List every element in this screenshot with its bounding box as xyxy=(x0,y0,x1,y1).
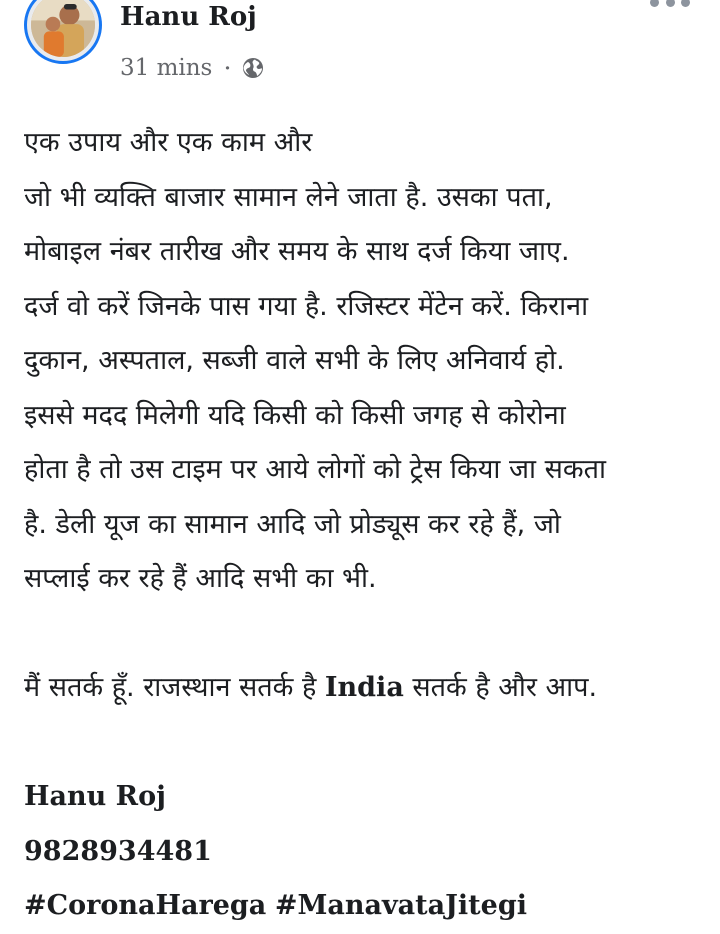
alert-text-hindi: मैं सतर्क हूँ. राजस्थान सतर्क है xyxy=(24,672,325,703)
signature-phone[interactable]: 9828934481 xyxy=(24,835,212,867)
hashtag-line xyxy=(24,879,704,934)
more-dot xyxy=(681,0,690,7)
alert-text-india: India xyxy=(324,672,404,703)
signature-name: Hanu Roj xyxy=(24,781,166,812)
more-dot xyxy=(666,0,675,7)
blank-line xyxy=(24,607,704,662)
post-meta xyxy=(120,54,265,82)
post-text-line: दुकान, अस्पताल, सब्जी वाले सभी के लिए अनिवार्य हो. xyxy=(24,345,565,376)
post-text-line: इससे मदद मिलेगी यदि किसी को किसी जगह से कोरोना xyxy=(24,399,566,431)
post-text-line: होता है तो उस टाइम पर आये लोगों को ट्रेस किया जा सकता xyxy=(24,454,606,485)
more-options-icon[interactable] xyxy=(650,0,690,10)
avatar-photo xyxy=(31,0,95,57)
post-text-line: सप्लाई कर रहे हैं आदि सभी का भी. xyxy=(24,563,377,594)
alert-line xyxy=(24,661,704,716)
avatar-image xyxy=(31,0,95,57)
meta-separator: · xyxy=(224,57,231,79)
post-text-line: मोबाइल नंबर तारीख और समय के साथ दर्ज किया जाए. xyxy=(24,236,570,267)
blank-line xyxy=(24,716,704,771)
post-text-line: एक उपाय और एक काम और xyxy=(24,127,313,158)
avatar[interactable] xyxy=(24,0,102,64)
hashtag-link[interactable]: #ManavataJitegi xyxy=(274,890,527,921)
post-text-line: दर्ज वो करें जिनके पास गया है. रजिस्टर मेंटेन करें. किराना xyxy=(24,290,589,322)
post-text-line: है. डेली यूज का सामान आदि जो प्रोड्यूस कर रहे हैं, जो xyxy=(24,508,561,540)
post-text-line: जो भी व्यक्ति बाजार सामान लेने जाता है. उसका पता, xyxy=(24,181,553,213)
author-name[interactable]: Hanu Roj xyxy=(120,2,257,32)
globe-icon[interactable] xyxy=(241,56,265,80)
post-body xyxy=(24,116,704,934)
more-dot xyxy=(650,0,659,7)
post-timestamp[interactable]: 31 mins xyxy=(120,55,213,81)
post-header xyxy=(0,0,720,100)
alert-text-hindi-end: सतर्क है और आप. xyxy=(403,672,598,703)
hashtag-link[interactable]: #CoronaHarega xyxy=(24,890,267,921)
